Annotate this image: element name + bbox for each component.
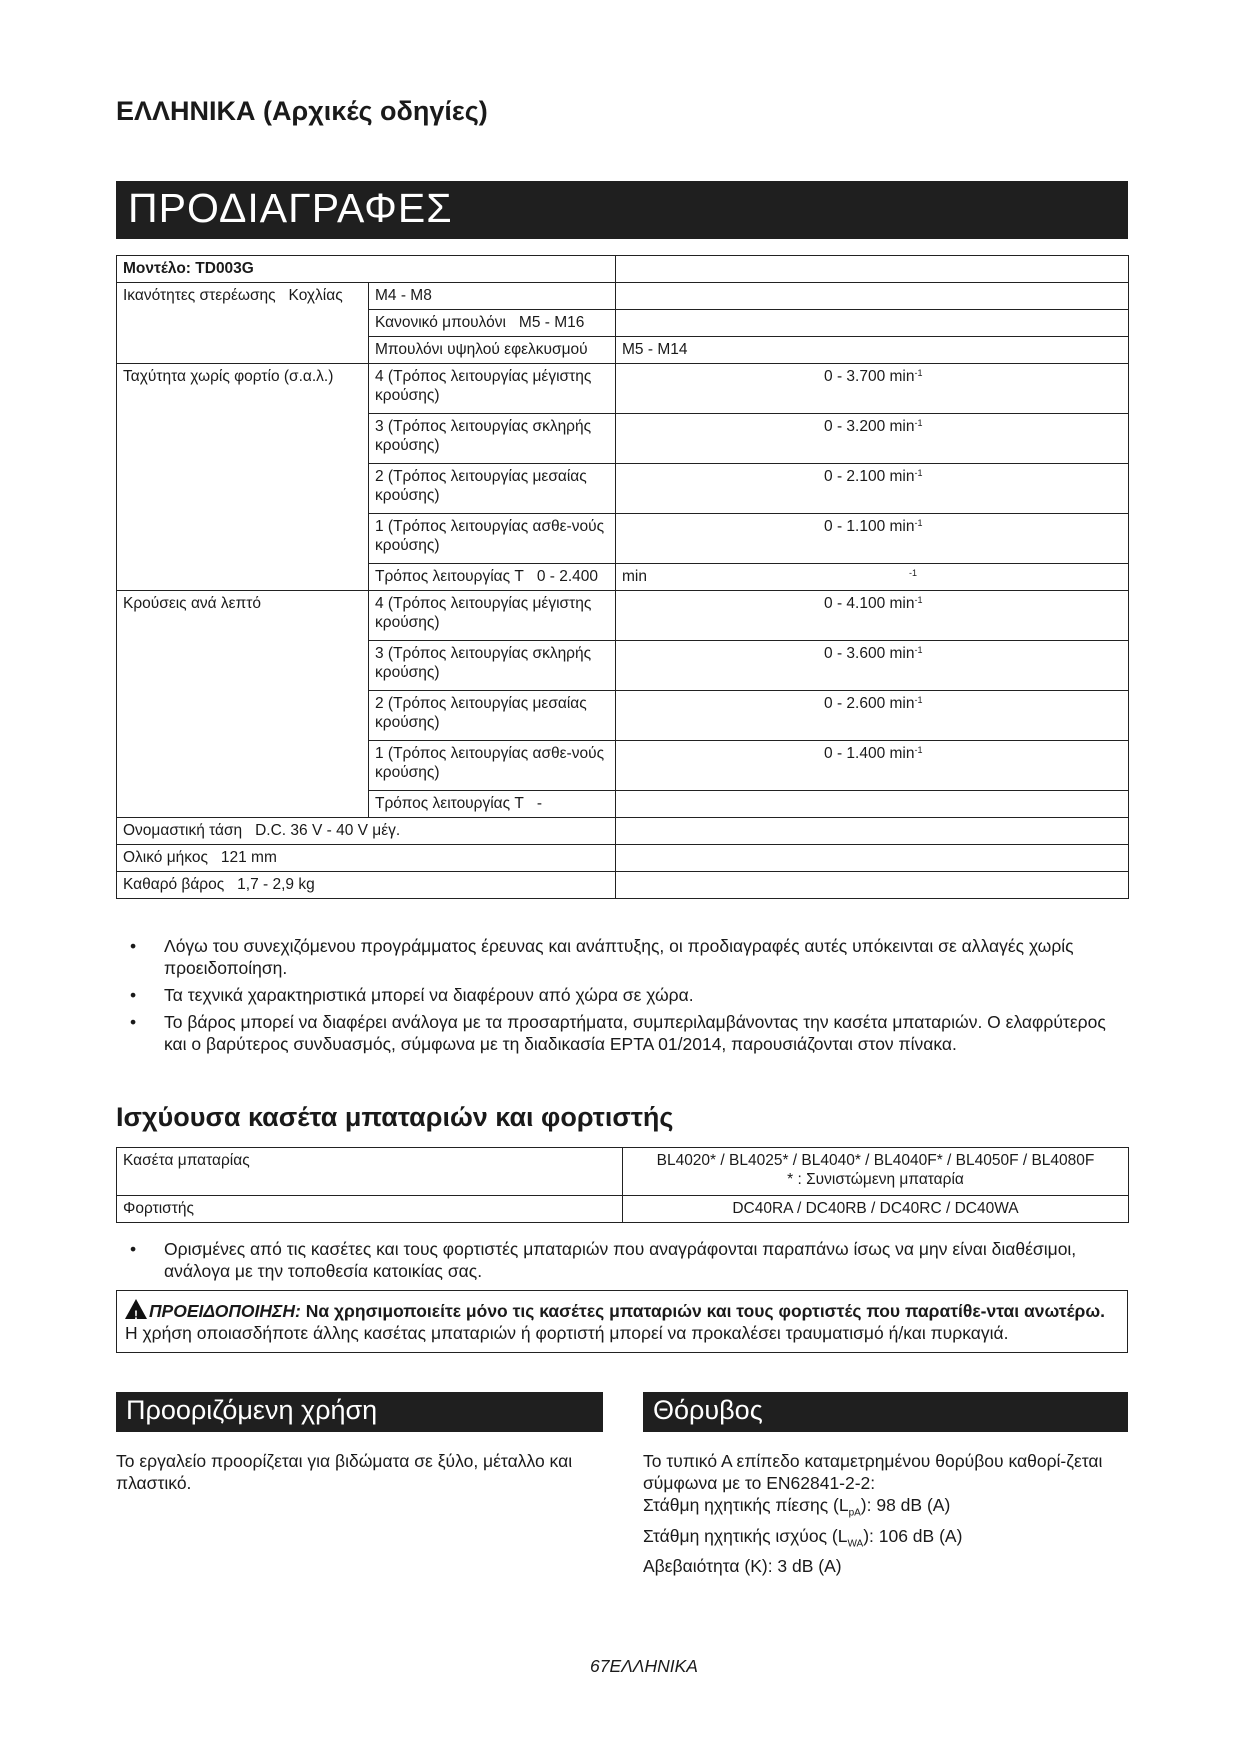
table-row bbox=[117, 364, 1129, 414]
sound-power-level: Στάθμη ηχητικής ισχύος $(L_{WA})$: 106 dB (A) bbox=[643, 1525, 963, 1549]
table-row bbox=[117, 1196, 1129, 1223]
battery-table bbox=[116, 1147, 1129, 1223]
std-bolt-label: Κανονικό μπουλόνι M5 - M16 bbox=[369, 310, 616, 337]
mode-t: Τρόπος λειτουργίας T 0 - 2.400 bbox=[369, 564, 616, 591]
mode-max: 4 (Τρόπος λειτουργίας μέγιστης κρούσης) bbox=[369, 591, 616, 641]
spec-notes bbox=[116, 935, 1130, 1060]
mode-med: 2 (Τρόπος λειτουργίας μεσαίας κρούσης) bbox=[369, 691, 616, 741]
list-item: • Το βάρος μπορεί να διαφέρει ανάλογα με τα προσαρτήματα, συμπεριλαμβάνοντας την κασέτα μπαταριών. Ο ελαφρύτερος και ο βαρύτερος συνδυασμός, σύμφωνα με τη διαδικασία EPTA 01/2014, παρουσιάζονται στον πίνακα. bbox=[116, 1011, 1130, 1055]
mode-soft: 1 (Τρόπος λειτουργίας ασθε-νούς κρούσης) bbox=[369, 514, 616, 564]
noise-title: Θόρυβος bbox=[653, 1395, 763, 1425]
noise-intro: Το τυπικό Α επίπεδο καταμετρημένου θορύβου καθορί-ζεται σύμφωνα με το EN62841-2-2: bbox=[643, 1451, 1103, 1493]
speed-value: 0 - 3.700 $\min^{-1}$ bbox=[616, 364, 1129, 414]
charger-value: DC40RA / DC40RB / DC40RC / DC40WA bbox=[623, 1196, 1129, 1223]
speed-value: 0 - 1.100 $\min^{-1}$ bbox=[616, 514, 1129, 564]
intended-use-text: Το εργαλείο προορίζεται για βιδώματα σε ξύλο, μέταλλο και πλαστικό. bbox=[116, 1451, 573, 1493]
voltage-row: Ονομαστική τάση D.C. 36 V - 40 V μέγ. bbox=[117, 818, 616, 845]
cartridge-label: Κασέτα μπαταρίας bbox=[117, 1148, 623, 1196]
table-row bbox=[117, 591, 1129, 641]
page-number: 67ΕΛΛΗΝΙΚΑ bbox=[590, 1656, 698, 1676]
mode-t: Τρόπος λειτουργίας T - bbox=[369, 791, 616, 818]
battery-section-title: Ισχύουσα κασέτα μπαταριών και φορτιστής bbox=[116, 1102, 674, 1132]
mode-max: 4 (Τρόπος λειτουργίας μέγιστης κρούσης) bbox=[369, 364, 616, 414]
intended-use-header-bar bbox=[116, 1392, 603, 1432]
weight-row: Καθαρό βάρος 1,7 - 2,9 kg bbox=[117, 872, 616, 899]
battery-notes bbox=[116, 1238, 1130, 1287]
page-title: ΕΛΛΗΝΙΚΑ (Αρχικές οδηγίες) bbox=[116, 96, 488, 126]
table-row bbox=[117, 283, 1129, 310]
list-item: • Λόγω του συνεχιζόμενου προγράμματος έρευνας και ανάπτυξης, οι προδιαγραφές αυτές υπόκεινται σε αλλαγές χωρίς προειδοποίηση. bbox=[116, 935, 1130, 979]
ht-bolt-label: Μπουλόνι υψηλού εφελκυσμού bbox=[369, 337, 616, 364]
noise-text bbox=[643, 1450, 1133, 1577]
warning-box bbox=[116, 1290, 1128, 1353]
length-row: Ολικό μήκος 121 mm bbox=[117, 845, 616, 872]
speed-value: 0 - 3.200 $\min^{-1}$ bbox=[616, 414, 1129, 464]
table-row bbox=[117, 1148, 1129, 1196]
table-row bbox=[117, 872, 1129, 899]
noload-speed-label: Ταχύτητα χωρίς φορτίο (σ.α.λ.) bbox=[117, 364, 369, 591]
section-title: ΠΡΟΔΙΑΓΡΑΦΕΣ bbox=[128, 185, 453, 231]
specifications-table bbox=[116, 255, 1129, 899]
table-row bbox=[117, 845, 1129, 872]
noise-uncertainty: Αβεβαιότητα (K): 3 dB (A) bbox=[643, 1556, 842, 1576]
impacts-label: Κρούσεις ανά λεπτό bbox=[117, 591, 369, 818]
screw-value: M4 - M8 bbox=[369, 283, 616, 310]
model-label: Μοντέλο: TD003G bbox=[117, 256, 616, 283]
list-item: • Τα τεχνικά χαρακτηριστικά μπορεί να διαφέρουν από χώρα σε χώρα. bbox=[116, 984, 1130, 1006]
ipm-value: 0 - 3.600 $\min^{-1}$ bbox=[616, 641, 1129, 691]
ipm-value: 0 - 1.400 $\min^{-1}$ bbox=[616, 741, 1129, 791]
ipm-value: 0 - 2.600 $\min^{-1}$ bbox=[616, 691, 1129, 741]
sound-pressure-level: Στάθμη ηχητικής πίεσης $(L_{pA})$: 98 dB (A) bbox=[643, 1495, 951, 1519]
mode-hard: 3 (Τρόπος λειτουργίας σκληρής κρούσης) bbox=[369, 641, 616, 691]
ht-bolt-value: M5 - M14 bbox=[616, 337, 1129, 364]
warning-bold-text: Να χρησιμοποιείτε μόνο τις κασέτες μπαταριών και τους φορτιστές που παρατίθε-νται ανωτέρω. bbox=[305, 1301, 1105, 1321]
mode-hard: 3 (Τρόπος λειτουργίας σκληρής κρούσης) bbox=[369, 414, 616, 464]
mode-t-speed-unit: min $^{-1}$ bbox=[616, 564, 1129, 591]
ipm-value: 0 - 4.100 $\min^{-1}$ bbox=[616, 591, 1129, 641]
cartridge-value: BL4020* / BL4025* / BL4040* / BL4040F* / BL4050F / BL4080F * : Συνιστώμενη μπαταρία bbox=[623, 1148, 1129, 1196]
warning-icon: ! bbox=[125, 1299, 147, 1319]
table-row bbox=[117, 256, 1129, 283]
charger-label: Φορτιστής bbox=[117, 1196, 623, 1223]
warning-text: Η χρήση οποιασδήποτε άλλης κασέτας μπαταριών ή φορτιστή μπορεί να προκαλέσει τραυματισμό ή/και πυρκαγιά. bbox=[125, 1323, 1009, 1343]
mode-med: 2 (Τρόπος λειτουργίας μεσαίας κρούσης) bbox=[369, 464, 616, 514]
fastening-label: Ικανότητες στερέωσης Κοχλίας bbox=[117, 283, 369, 364]
list-item: • Ορισμένες από τις κασέτες και τους φορτιστές μπαταριών που αναγράφονται παραπάνω ίσως να μην είναι διαθέσιμοι, ανάλογα με την τοποθεσία κατοικίας σας. bbox=[116, 1238, 1130, 1282]
warning-heading: ΠΡΟΕΙΔΟΠΟΙΗΣΗ: bbox=[149, 1301, 301, 1321]
intended-use-title: Προοριζόμενη χρήση bbox=[126, 1395, 378, 1425]
speed-value: 0 - 2.100 $\min^{-1}$ bbox=[616, 464, 1129, 514]
specifications-header-bar bbox=[116, 181, 1128, 239]
noise-header-bar bbox=[643, 1392, 1128, 1432]
mode-soft: 1 (Τρόπος λειτουργίας ασθε-νούς κρούσης) bbox=[369, 741, 616, 791]
table-row bbox=[117, 818, 1129, 845]
